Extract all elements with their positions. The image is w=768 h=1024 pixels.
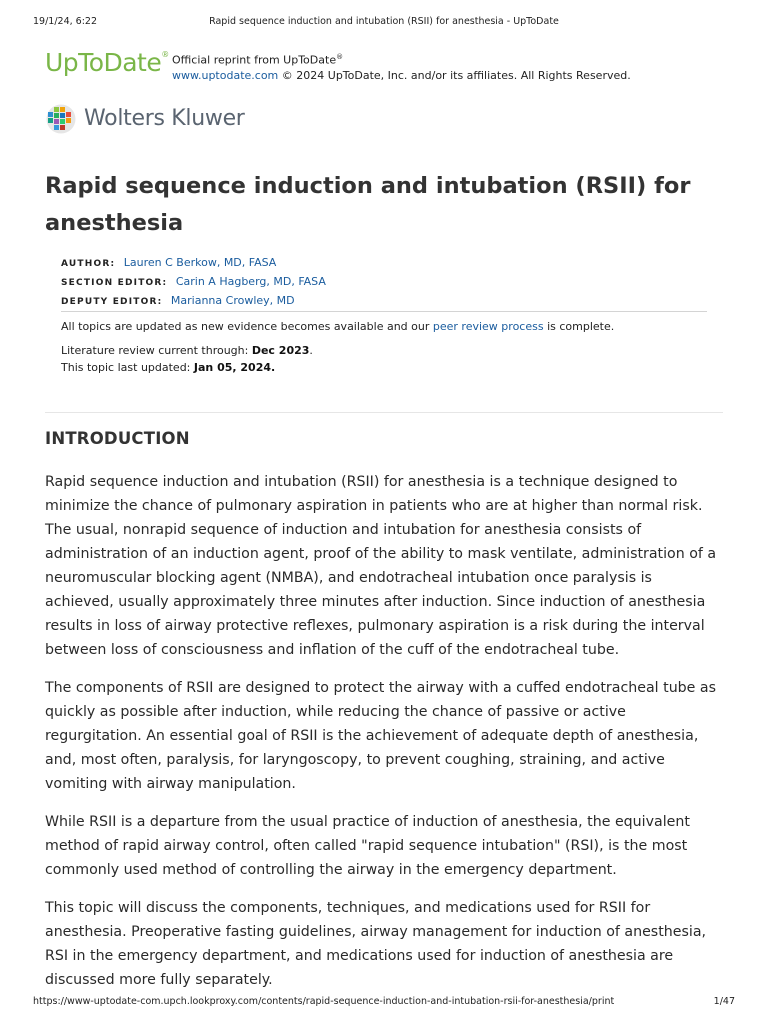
print-url: https://www-uptodate-com.upch.lookproxy.com/contents/rapid-sequence-induction-and-intubation-rsii-for-anesthesia/print [33, 996, 615, 1007]
evidence-notice [61, 318, 614, 335]
paragraph: The components of RSII are designed to protect the airway with a cuffed endotracheal tube as quickly as possible after induction, while reducing the chance of passive or active regurgitation. An essential goal of RSII is the achievement of adequate depth of anesthesia, and, most often, paralysis, for laryngoscopy, to prevent coughing, straining, and active vomiting with airway manipulation. [45, 680, 717, 792]
uptodate-logo-text: UpToDate [45, 48, 162, 77]
print-footer [33, 996, 735, 1010]
reprint-notice [172, 50, 631, 83]
author-link[interactable]: Lauren C Berkow, MD, FASA [123, 256, 277, 269]
topic-title: Rapid sequence induction and intubation (RSII) for anesthesia [45, 173, 691, 236]
evidence-text-start: All topics are updated as new evidence becomes available and our [61, 320, 433, 333]
deputy-editor-row [61, 292, 326, 311]
print-header [33, 16, 735, 30]
paragraph: This topic will discuss the components, techniques, and medications used for RSII for anesthesia. Preoperative fasting guidelines, airway management for induction of anesthesia, RSI in the emergency department, and medications used for induction of anesthesia are discussed more fully separately. [45, 900, 707, 988]
literature-review-label: Literature review current through: [61, 344, 252, 357]
registered-mark: ® [161, 50, 169, 59]
page-number: 1/47 [713, 996, 735, 1007]
divider [61, 311, 707, 312]
literature-review-period: . [309, 344, 313, 357]
evidence-text-end: is complete. [543, 320, 615, 333]
introduction-body [45, 470, 725, 1006]
wolters-kluwer-mark-icon [45, 104, 77, 134]
literature-review-date: Dec 2023 [251, 344, 310, 357]
section-heading-introduction: INTRODUCTION [45, 429, 190, 448]
section-editor-label: SECTION EDITOR: [61, 278, 168, 288]
author-label: AUTHOR: [61, 259, 116, 269]
contributors-block [61, 254, 326, 311]
section-editor-link[interactable]: Carin A Hagberg, MD, FASA [175, 275, 326, 288]
last-updated-line [61, 359, 614, 376]
update-info [61, 318, 614, 376]
paragraph: While RSII is a departure from the usual practice of induction of anesthesia, the equivalent method of rapid airway control, often called "rapid sequence intubation" (RSI), is the most commonly used method of controlling the airway in the emergency department. [45, 814, 690, 878]
uptodate-site-link[interactable]: www.uptodate.com [172, 68, 279, 82]
paragraph: Rapid sequence induction and intubation (RSII) for anesthesia is a technique designed to minimize the chance of pulmonary aspiration in patients who are at higher than normal risk. The usual, nonrapid sequence of induction and intubation for anesthesia consists of administration of an induction agent, proof of the ability to mask ventilate, administration of a neuromuscular blocking agent (NMBA), and endotracheal intubation once paralysis is achieved, usually approximately three minutes after induction. Since induction of anesthesia results in loss of airway protective reflexes, pulmonary aspiration is a risk during the interval between loss of consciousness and inflation of the cuff of the endotracheal tube. [45, 474, 717, 658]
last-updated-date: Jan 05, 2024. [193, 361, 276, 374]
print-document-title: Rapid sequence induction and intubation (RSII) for anesthesia - UpToDate [209, 16, 559, 27]
deputy-editor-link[interactable]: Marianna Crowley, MD [170, 294, 295, 307]
section-editor-row [61, 273, 326, 292]
copyright-text: © 2024 UpToDate, Inc. and/or its affiliates. All Rights Reserved. [278, 68, 631, 82]
last-updated-label: This topic last updated: [61, 361, 194, 374]
peer-review-link[interactable]: peer review process [432, 320, 544, 333]
reprint-registered-mark: ® [336, 53, 344, 61]
literature-review-line [61, 342, 614, 359]
author-row [61, 254, 326, 273]
uptodate-logo[interactable] [45, 48, 169, 77]
wolters-kluwer-wordmark: Wolters Kluwer [84, 106, 245, 131]
deputy-editor-label: DEPUTY EDITOR: [61, 297, 163, 307]
reprint-text: Official reprint from UpToDate [172, 53, 337, 67]
section-divider [45, 412, 723, 413]
print-date: 19/1/24, 6:22 [33, 16, 97, 27]
